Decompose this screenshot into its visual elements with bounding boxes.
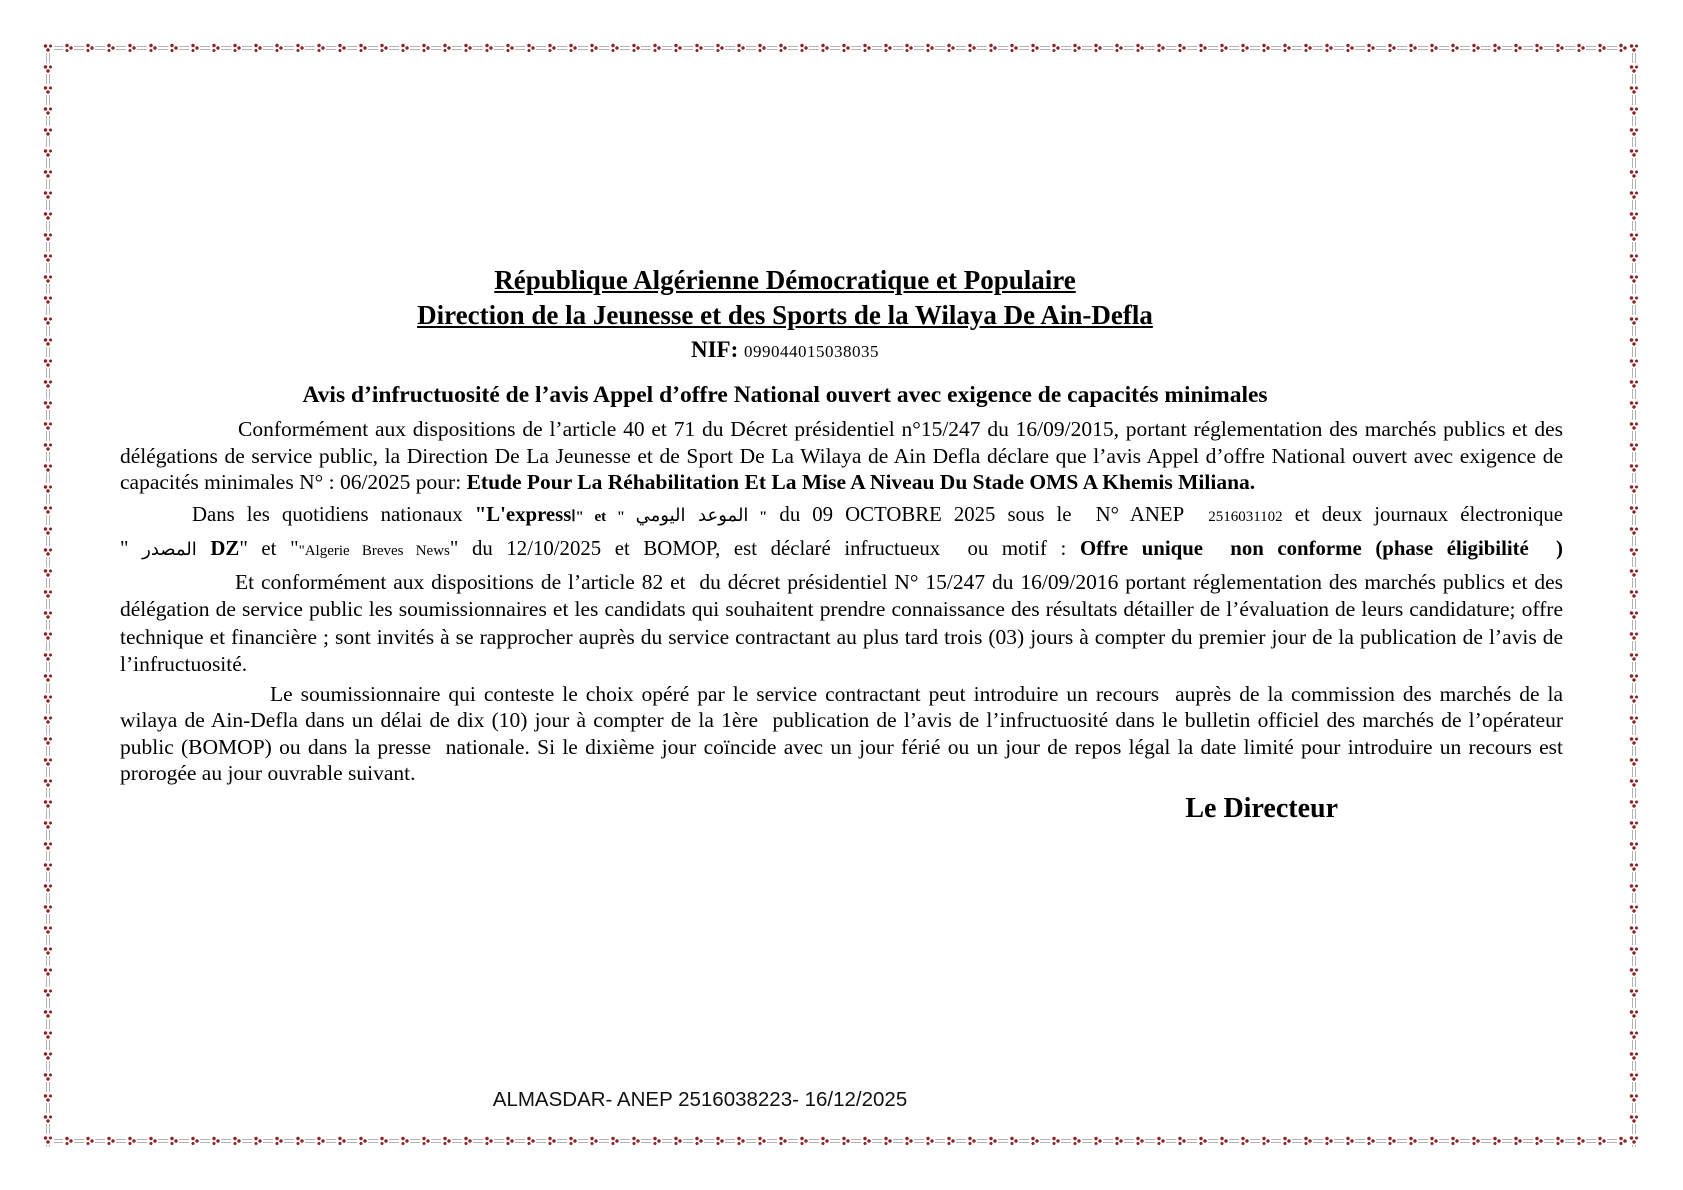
header-direction-line: Direction de la Jeunesse et des Sports de la Wilaya De Ain-Defla [417, 300, 1153, 330]
nif-line [120, 333, 1450, 368]
p2-et-quotes: ا" et " [571, 508, 636, 525]
journal-algerie-breves-news: "Algerie Breves News [298, 542, 450, 559]
header-republic-line: République Algérienne Démocratique et Populaire [494, 265, 1076, 295]
p2l2-et: " et " [239, 536, 299, 560]
document-header [120, 263, 1450, 410]
border-right-edge [1628, 42, 1640, 1147]
paragraph-journaux [120, 499, 1563, 567]
paragraph1-project-title: Etude Pour La Réhabilitation Et La Mise A Niveau Du Stade OMS A Khemis Miliana. [466, 470, 1256, 494]
p2l2-open-quote: " [120, 536, 143, 560]
notice-title: Avis d’infructuosité de l’avis Appel d’offre National ouvert avec exigence de capacités minimales [302, 382, 1268, 408]
paragraph1-text: Conformément aux dispositions de l’article 40 et 71 du Décret présidentiel n°15/247 du 16/09/2015, portant réglementation des marchés publics et des délégations de service public, la Direction De La Jeunesse et de Sport De La Wilaya de Ain Defla déclare que l’avis Appel d’offre National ouvert avec exigence de capacités minimales N° : 06/2025 pour: [120, 417, 1563, 494]
journal-elmasdar-dz: DZ [196, 536, 240, 560]
paragraph-conformement [120, 416, 1563, 496]
footer-anep-reference: ALMASDAR- ANEP 2516038223- 16/12/2025 [492, 1088, 908, 1111]
anep-number-1: 2516031102 [1208, 508, 1283, 525]
border-left-edge [42, 42, 54, 1147]
border-bottom-edge [42, 1135, 1640, 1147]
nif-value: 099044015038035 [744, 342, 880, 361]
p2l2-declaration: " du 12/10/2025 et BOMOP, est déclaré infructueux ou motif : [449, 536, 1080, 560]
paragraph-article82: Et conformément aux dispositions de l’article 82 et du décret présidentiel N° 15/247 du 16/09/2016 portant réglementation des marchés publics et des délégation de service public les soumissionnaires et les candidats qui souhaitent prendre connaissance des résultats détailler de l’évaluation de leurs candidature; offre technique et financière ; sont invités à se rapprocher auprès du service contractant au plus tard trois (03) jours à compter du premier jour de la publication de l’avis de l’infructuosité. [120, 569, 1563, 676]
journal-elmasdar-arabic: المصدر [142, 538, 197, 560]
border-top-edge [42, 42, 1640, 54]
journal-lexpress: "L'express [474, 502, 572, 526]
journal-elmaouid-arabic: الموعد اليومي [635, 504, 749, 526]
document-content [120, 263, 1563, 825]
p2-quote-close: " [748, 508, 768, 525]
paragraph-recours: Le soumissionnaire qui conteste le choix opéré par le service contractant peut introduire un recours auprès de la commission des marchés de la wilaya de Ain-Defla dans un délai de dix (10) jour à compter de la 1ère publication de l’avis de l’infructuosité dans le bulletin officiel des marchés de l’opérateur public (BOMOP) ou dans la presse nationale. Si le dixième jour coïncide avec un jour férié ou un jour de repos légal la date limité pour introduire un recours est prorogée au jour ouvrable suivant. [120, 681, 1563, 785]
p2-date-anep: du 09 OCTOBRE 2025 sous le N° ANEP [767, 502, 1209, 526]
motif-infructuosite: Offre unique non conforme (phase éligibilité ) [1079, 536, 1563, 560]
signature-le-directeur: Le Directeur [1185, 792, 1338, 824]
p2-intro: Dans les quotidiens nationaux [192, 502, 475, 526]
nif-label: NIF: [690, 337, 739, 362]
p2-tail: et deux journaux électronique [1282, 502, 1564, 526]
